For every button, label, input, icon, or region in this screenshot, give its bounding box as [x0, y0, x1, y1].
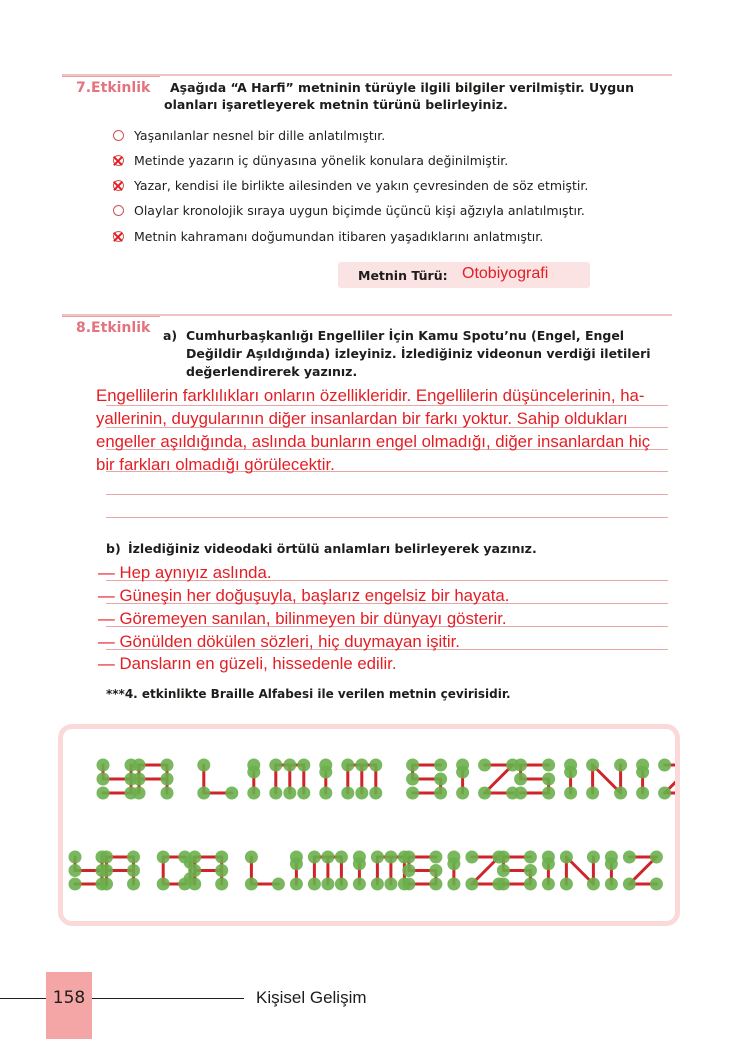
activity-7-instruction-line1: Aşağıda “A Harfi” metninin türüyle ilgili bilgiler verilmiştir. Uygun — [170, 80, 634, 95]
braille-dot — [319, 759, 332, 772]
answer-a-line: yallerinin, duygularının diğer insanlardan bir farkı yoktur. Sahip oldukları — [96, 409, 628, 428]
braille-dot — [245, 851, 258, 864]
braille-dot — [215, 878, 228, 891]
braille-dot — [456, 787, 469, 800]
braille-dot — [133, 759, 146, 772]
braille-dot — [406, 773, 419, 786]
braille-dot — [335, 851, 348, 864]
checked-radio-icon[interactable] — [113, 231, 124, 242]
braille-dot — [197, 787, 210, 800]
braille-note: ***4. etkinlikte Braille Alfabesi ile verilen metnin çevirisidir. — [106, 687, 511, 701]
braille-dot — [245, 878, 258, 891]
braille-dot — [402, 864, 415, 877]
braille-dot — [384, 878, 397, 891]
braille-dot — [272, 878, 285, 891]
braille-dot — [429, 851, 442, 864]
braille-translation-box — [58, 724, 680, 926]
question-a-line2: Değildir Aşıldığında) izleyiniz. İzlediğiniz videonun verdiği iletileri — [186, 346, 651, 361]
braille-dot — [308, 851, 321, 864]
braille-dot — [658, 787, 671, 800]
question-b-marker: b) — [106, 541, 121, 556]
braille-dot — [514, 759, 527, 772]
braille-dot — [69, 864, 82, 877]
braille-dot — [319, 787, 332, 800]
braille-dot — [321, 851, 334, 864]
braille-dot — [402, 878, 415, 891]
option-row[interactable] — [113, 226, 543, 246]
answer-b-line: — Hep aynıyız aslında. — [98, 563, 272, 582]
braille-dot — [161, 773, 174, 786]
braille-dot — [308, 878, 321, 891]
braille-dot — [341, 787, 354, 800]
braille-dot — [542, 773, 555, 786]
answer-a-line: Engellilerin farklılıkları onların özellikleridir. Engellilerin düşüncelerinin, ha- — [96, 386, 645, 405]
radio-icon[interactable] — [113, 130, 124, 141]
braille-dot — [514, 787, 527, 800]
braille-dot — [658, 759, 671, 772]
braille-dot — [161, 759, 174, 772]
braille-dot — [497, 878, 510, 891]
braille-dot — [614, 759, 627, 772]
braille-dot — [434, 759, 447, 772]
braille-dot — [564, 759, 577, 772]
braille-dot — [447, 851, 460, 864]
answer-a-line: engeller aşıldığında, aslında bunların engel olmadığı, diğer insanlardan hiç — [96, 432, 651, 451]
braille-dot — [283, 759, 296, 772]
braille-dot — [434, 787, 447, 800]
answer-rule — [106, 517, 668, 518]
braille-dot — [402, 851, 415, 864]
braille-dot — [197, 759, 210, 772]
braille-dot — [478, 787, 491, 800]
answer-b-line: — Dansların en güzeli, hissedenle edilir. — [98, 654, 397, 673]
braille-dot — [524, 878, 537, 891]
braille-dot — [524, 864, 537, 877]
braille-dot — [560, 851, 573, 864]
braille-dot — [371, 878, 384, 891]
braille-dot — [100, 851, 113, 864]
braille-dot — [97, 787, 110, 800]
option-row[interactable] — [113, 175, 588, 195]
braille-dot — [100, 864, 113, 877]
braille-dot — [542, 787, 555, 800]
braille-dot — [353, 851, 366, 864]
braille-dot — [247, 787, 260, 800]
option-text: Olaylar kronolojik sıraya uygun biçimde üçüncü kişi ağzıyla anlatılmıştır. — [134, 202, 585, 218]
question-b-text: İzlediğiniz videodaki örtülü anlamları belirleyerek yazınız. — [128, 541, 537, 556]
braille-dot — [133, 787, 146, 800]
braille-dot — [297, 759, 310, 772]
activity-8-label: 8.Etkinlik — [62, 315, 160, 337]
braille-dot — [650, 878, 663, 891]
activity-7-rule — [62, 74, 672, 76]
braille-letters — [63, 729, 675, 921]
page-number: 158 — [52, 988, 86, 1008]
braille-dot — [161, 787, 174, 800]
braille-dot — [188, 864, 201, 877]
braille-dot — [434, 773, 447, 786]
option-text: Yazar, kendisi ile birlikte ailesinden ve yakın çevresinden de söz etmiştir. — [134, 177, 589, 193]
braille-dot — [497, 864, 510, 877]
braille-dot — [297, 787, 310, 800]
braille-dot — [283, 787, 296, 800]
braille-dot — [587, 851, 600, 864]
question-a-line1: Cumhurbaşkanlığı Engelliler İçin Kamu Spotu’nu (Engel, Engel — [186, 328, 625, 343]
braille-dot — [247, 759, 260, 772]
answer-a-line: bir farkları olmadığı görülecektir. — [96, 455, 335, 474]
text-type-box — [338, 262, 590, 288]
braille-dot — [636, 787, 649, 800]
braille-dot — [429, 864, 442, 877]
braille-dot — [586, 787, 599, 800]
braille-dot — [353, 878, 366, 891]
braille-dot — [225, 787, 238, 800]
option-row[interactable] — [113, 200, 585, 220]
activity-7-label: 7.Etkinlik — [62, 75, 160, 97]
braille-dot — [97, 773, 110, 786]
checked-radio-icon[interactable] — [113, 155, 124, 166]
braille-dot — [371, 851, 384, 864]
braille-dot — [157, 851, 170, 864]
braille-dot — [188, 878, 201, 891]
question-a-marker: a) — [163, 328, 178, 343]
braille-dot — [127, 851, 140, 864]
braille-dot — [215, 851, 228, 864]
braille-dot — [188, 851, 201, 864]
braille-dot — [465, 851, 478, 864]
braille-dot — [623, 878, 636, 891]
braille-dot — [127, 878, 140, 891]
braille-dot — [100, 878, 113, 891]
braille-dot — [623, 851, 636, 864]
braille-dot — [542, 851, 555, 864]
checked-radio-icon[interactable] — [113, 180, 124, 191]
braille-dot — [369, 759, 382, 772]
braille-dot — [69, 878, 82, 891]
braille-dot — [560, 878, 573, 891]
braille-dot — [586, 759, 599, 772]
option-text: Metinde yazarın iç dünyasına yönelik konulara değinilmiştir. — [134, 152, 509, 168]
braille-dot — [542, 759, 555, 772]
braille-dot — [341, 759, 354, 772]
braille-dot — [605, 878, 618, 891]
braille-dot — [478, 759, 491, 772]
section-title: Kişisel Gelişim — [256, 988, 367, 1007]
braille-dot — [215, 864, 228, 877]
text-type-label: Metnin Türü: — [358, 268, 448, 283]
braille-dot — [636, 759, 649, 772]
answer-b-line: — Göremeyen sanılan, bilinmeyen bir dünyayı gösterir. — [98, 609, 507, 628]
braille-dot — [269, 759, 282, 772]
answer-rule — [106, 494, 668, 495]
braille-dot — [650, 851, 663, 864]
option-text: Metnin kahramanı doğumundan itibaren yaşadıklarını anlatmıştır. — [134, 228, 544, 244]
braille-dot — [290, 878, 303, 891]
activity-7-instruction-line2: olanları işaretleyerek metnin türünü belirleyiniz. — [164, 97, 508, 112]
braille-dot — [514, 773, 527, 786]
braille-dot — [587, 878, 600, 891]
text-type-answer: Otobiyografi — [462, 265, 549, 282]
braille-dot — [406, 759, 419, 772]
option-row[interactable] — [113, 125, 385, 145]
braille-dot — [355, 787, 368, 800]
braille-dot — [127, 864, 140, 877]
braille-dot — [465, 878, 478, 891]
braille-dot — [447, 878, 460, 891]
option-row[interactable] — [113, 150, 508, 170]
braille-dot — [564, 787, 577, 800]
braille-dot — [321, 878, 334, 891]
braille-dot — [335, 878, 348, 891]
braille-dot — [456, 759, 469, 772]
braille-dot — [497, 851, 510, 864]
braille-dot — [605, 851, 618, 864]
footer-line-left — [0, 998, 46, 999]
radio-icon[interactable] — [113, 205, 124, 216]
braille-dot — [429, 878, 442, 891]
braille-dot — [614, 787, 627, 800]
braille-dot — [384, 851, 397, 864]
braille-dot — [542, 878, 555, 891]
braille-dot — [97, 759, 110, 772]
answer-b-line: — Güneşin her doğuşuyla, başlarız engelsiz bir hayata. — [98, 586, 510, 605]
braille-dot — [369, 787, 382, 800]
braille-dot — [157, 878, 170, 891]
question-a-line3: değerlendirerek yazınız. — [186, 364, 358, 379]
answer-b-line: — Gönülden dökülen sözleri, hiç duymayan işitir. — [98, 632, 460, 651]
footer-line-right — [92, 998, 244, 999]
braille-dot — [69, 851, 82, 864]
option-text: Yaşanılanlar nesnel bir dille anlatılmıştır. — [134, 127, 386, 143]
activity-8-rule — [62, 314, 672, 316]
braille-dot — [133, 773, 146, 786]
braille-dot — [269, 787, 282, 800]
braille-dot — [524, 851, 537, 864]
braille-dot — [290, 851, 303, 864]
braille-dot — [355, 759, 368, 772]
braille-dot — [406, 787, 419, 800]
